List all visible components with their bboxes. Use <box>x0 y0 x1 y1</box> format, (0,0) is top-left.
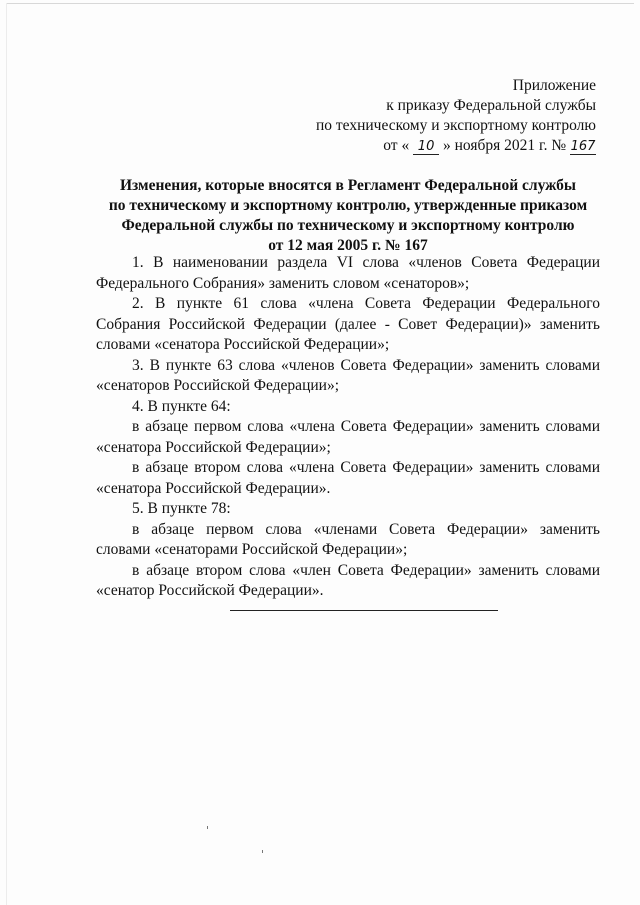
paragraph-6: в абзаце втором слова «члена Совета Федерации» заменить словами «сенатора Российской Федерации». <box>96 459 600 497</box>
title-line-3: Федеральной службы по техническому и экспортному контролю <box>121 217 575 234</box>
end-rule <box>230 610 498 611</box>
appendix-line-3: по техническому и экспортному контролю <box>315 117 596 134</box>
paragraph-1: 1. В наименовании раздела VI слова «членов Совета Федерации Федерального Собрания» заменить словом «сенаторов»; <box>96 254 600 292</box>
paragraph-8: в абзаце первом слова «членами Совета Федерации» заменить словами «сенаторами Российской Федерации»; <box>96 520 600 558</box>
paragraph-2: 2. В пункте 61 слова «члена Совета Федерации Федерального Собрания Российской Федерации (далее - Совет Федерации)» заменить словами «сенатора Российской Федерации»; <box>96 295 600 353</box>
date-middle: » ноября 2021 г. № <box>442 137 567 154</box>
paragraph-7: 5. В пункте 78: <box>132 500 231 517</box>
title-line-2: по техническому и экспортному контролю, утвержденные приказом <box>108 197 588 214</box>
paragraph-9: в абзаце втором слова «член Совета Федерации» заменить словами «сенатор Российской Федерации». <box>96 561 600 599</box>
appendix-date-line <box>316 136 596 156</box>
paragraph-5: в абзаце первом слова «члена Совета Федерации» заменить словами «сенатора Российской Федерации»; <box>96 418 600 456</box>
appendix-header <box>316 76 596 156</box>
document-body <box>96 253 600 602</box>
date-prefix: от « <box>383 137 410 154</box>
appendix-line-1: Приложение <box>512 77 596 94</box>
title-line-1: Изменения, которые вносятся в Регламент Федеральной службы <box>119 177 577 194</box>
scan-speck <box>262 850 263 853</box>
document-title <box>96 176 600 256</box>
scan-speck <box>207 826 208 829</box>
appendix-line-2: к приказу Федеральной службы <box>386 97 596 114</box>
title-line-4: от 12 мая 2005 г. № 167 <box>268 237 428 254</box>
scan-top-edge <box>6 3 634 4</box>
handwritten-number: 167 <box>570 139 596 154</box>
paragraph-3: 3. В пункте 63 слова «членов Совета Федерации» заменить словами «сенаторов Российской Федерации»; <box>96 356 600 394</box>
scan-left-edge <box>6 3 7 905</box>
handwritten-day: 10 <box>413 140 439 155</box>
paragraph-4: 4. В пункте 64: <box>132 397 231 415</box>
